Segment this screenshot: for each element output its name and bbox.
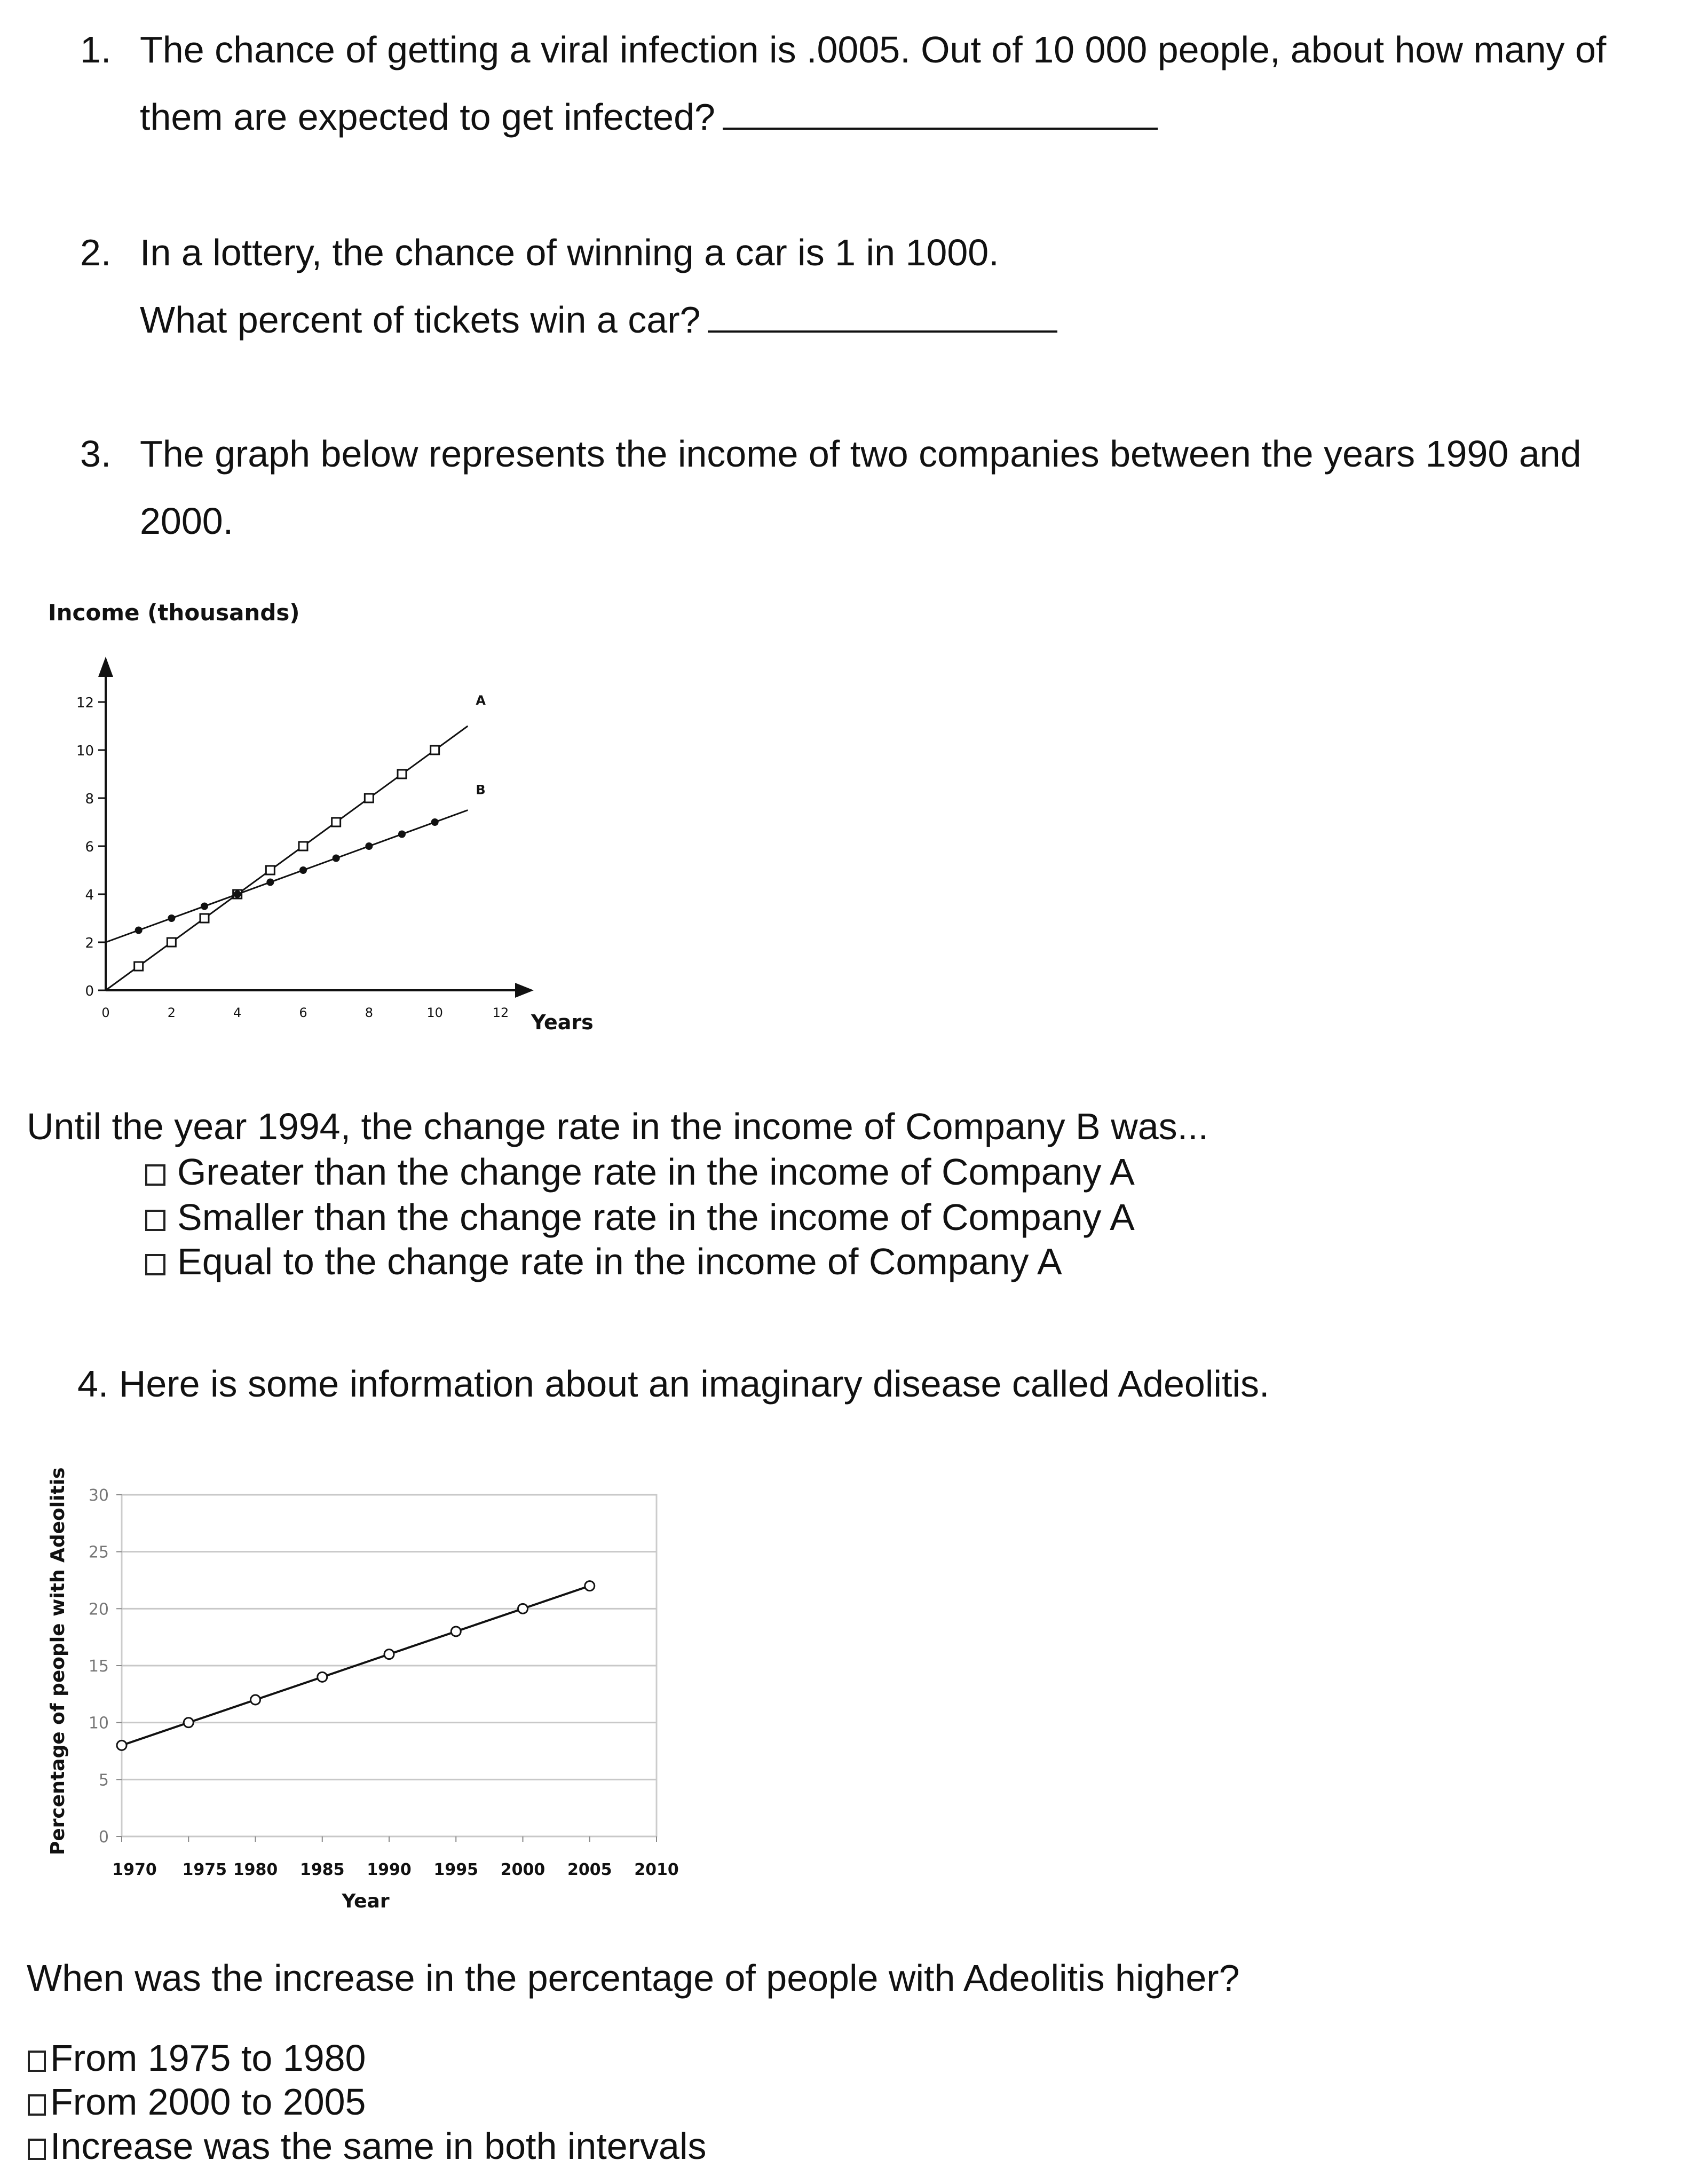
question-4-intro: 4. Here is some information about an imaginary disease called Adeolitis.	[77, 1363, 1270, 1405]
data-point	[518, 1604, 528, 1613]
option-label: From 2000 to 2005	[50, 2081, 366, 2123]
option-label: From 1975 to 1980	[50, 2037, 366, 2079]
checkbox-icon[interactable]	[28, 2051, 46, 2072]
data-point-B	[333, 855, 340, 862]
x-tick-label: 1980	[233, 1860, 278, 1879]
x-tick-label: 2010	[634, 1860, 679, 1879]
y-tick-label: 0	[85, 983, 94, 999]
question-1	[0, 16, 1692, 155]
question-text: them are expected to get infected?	[140, 96, 715, 138]
checkbox-icon[interactable]	[145, 1254, 165, 1275]
checkbox-icon[interactable]	[145, 1210, 165, 1231]
y-tick-label: 10	[88, 1714, 109, 1733]
question-2	[0, 219, 1692, 358]
y-axis-label: Income (thousands)	[48, 600, 300, 626]
data-point-A	[299, 842, 307, 850]
question-text-line-2: 2000.	[140, 500, 234, 542]
question-text-line-2	[140, 286, 1057, 353]
y-tick-label: 30	[88, 1486, 109, 1505]
x-tick-label: 6	[299, 1005, 307, 1020]
x-tick-label: 1985	[300, 1860, 345, 1879]
x-tick-label: 4	[233, 1005, 242, 1020]
y-tick-label: 12	[76, 695, 94, 711]
data-point-A	[431, 746, 439, 754]
y-tick-label: 10	[76, 743, 94, 759]
data-point-A	[167, 938, 176, 947]
income-chart	[32, 593, 619, 1046]
question-number: 2.	[80, 232, 112, 273]
option-2000-2005[interactable]	[28, 2080, 366, 2123]
option-smaller[interactable]	[145, 1196, 1135, 1239]
data-point-B	[299, 866, 307, 874]
question-text-line-1: The chance of getting a viral infection is .0005. Out of 10 000 people, about how many of	[140, 29, 1607, 70]
y-tick-label: 20	[88, 1600, 109, 1619]
question-text-line-1: The graph below represents the income of two companies between the years 1990 and	[140, 433, 1582, 475]
x-tick-label: 2	[167, 1005, 176, 1020]
data-point	[318, 1672, 327, 1682]
y-tick-label: 15	[88, 1657, 109, 1676]
option-1975-1980[interactable]	[28, 2037, 366, 2079]
data-point	[251, 1695, 260, 1705]
checkbox-icon[interactable]	[145, 1164, 165, 1186]
x-tick-label: 10	[426, 1005, 443, 1020]
data-point	[384, 1650, 394, 1659]
option-label: Smaller than the change rate in the income of Company A	[177, 1196, 1135, 1238]
x-tick-label: 2005	[567, 1860, 612, 1879]
data-point-B	[266, 879, 274, 886]
data-point-B	[398, 831, 406, 838]
y-tick-label: 8	[85, 791, 94, 807]
question-3-prompt: Until the year 1994, the change rate in the income of Company B was...	[27, 1106, 1209, 1147]
series-line-A	[106, 726, 468, 990]
data-point-B	[135, 927, 143, 934]
series-label: A	[476, 693, 486, 708]
option-label: Equal to the change rate in the income of Company A	[177, 1241, 1062, 1282]
x-tick-label: 8	[365, 1005, 373, 1020]
adeolitis-chart	[32, 1441, 679, 1922]
y-axis-arrow-icon	[98, 657, 113, 677]
answer-blank[interactable]	[708, 299, 1057, 333]
x-tick-label: 1970	[112, 1860, 157, 1879]
data-point-B	[365, 842, 373, 850]
checkbox-icon[interactable]	[28, 2094, 46, 2116]
y-tick-label: 4	[85, 887, 94, 903]
data-point-A	[200, 914, 209, 923]
series-label: B	[476, 782, 486, 798]
y-tick-label: 5	[98, 1771, 109, 1790]
data-point-A	[365, 794, 373, 802]
data-point	[117, 1740, 126, 1750]
data-point-B	[431, 818, 439, 826]
answer-blank[interactable]	[723, 97, 1158, 130]
x-tick-label: 0	[101, 1005, 110, 1020]
data-point-B	[168, 914, 175, 922]
question-text-line-2	[140, 83, 1158, 151]
x-tick-label: 1975	[182, 1860, 227, 1879]
option-same[interactable]	[28, 2125, 707, 2167]
checkbox-icon[interactable]	[28, 2139, 46, 2160]
question-number: 3.	[80, 433, 112, 475]
x-tick-label: 12	[492, 1005, 509, 1020]
option-label: Greater than the change rate in the income of Company A	[177, 1151, 1135, 1193]
question-4-prompt: When was the increase in the percentage of people with Adeolitis higher?	[27, 1957, 1240, 1999]
x-axis-label: Year	[342, 1890, 390, 1912]
data-point-B	[234, 890, 241, 898]
option-equal[interactable]	[145, 1240, 1062, 1283]
x-tick-label: 1995	[433, 1860, 478, 1879]
data-point-A	[398, 770, 406, 778]
data-point	[451, 1627, 461, 1636]
y-tick-label: 2	[85, 935, 94, 951]
question-text: What percent of tickets win a car?	[140, 299, 701, 341]
x-tick-label: 1990	[367, 1860, 412, 1879]
x-tick-label: 2000	[500, 1860, 545, 1879]
question-number: 1.	[80, 29, 112, 70]
data-point-A	[332, 818, 341, 826]
question-3	[0, 420, 1692, 559]
data-point-A	[266, 866, 274, 874]
option-greater[interactable]	[145, 1150, 1135, 1193]
data-point-B	[201, 903, 208, 910]
data-point	[184, 1718, 193, 1728]
data-point	[585, 1581, 595, 1591]
x-axis-label: Years	[531, 1011, 594, 1034]
y-tick-label: 6	[85, 839, 94, 855]
option-label: Increase was the same in both intervals	[50, 2125, 707, 2167]
y-axis-label: Percentage of people with Adeolitis	[47, 1467, 69, 1855]
x-axis-arrow-icon	[515, 983, 534, 998]
y-tick-label: 0	[98, 1828, 109, 1847]
question-text-line-1: In a lottery, the chance of winning a car is 1 in 1000.	[140, 232, 999, 273]
series-line-B	[106, 810, 468, 943]
y-tick-label: 25	[88, 1543, 109, 1562]
data-point-A	[135, 962, 143, 971]
